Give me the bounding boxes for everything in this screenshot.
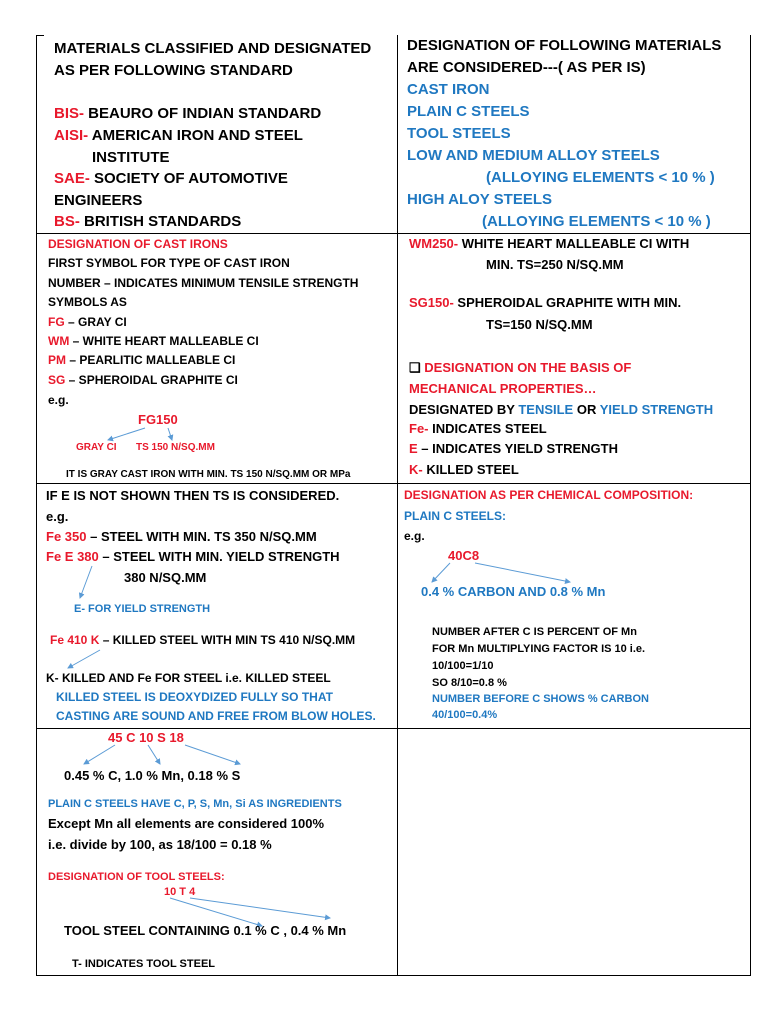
- material-plain-c-steels: PLAIN C STEELS: [407, 103, 530, 120]
- arrow-10t4-mn: [190, 898, 330, 918]
- k-definition: K- KILLED STEEL: [409, 462, 519, 477]
- material-low-medium-alloy-note: (ALLOYING ELEMENTS < 10 % ): [486, 169, 715, 186]
- tool-steel-result: TOOL STEEL CONTAINING 0.1 % C , 0.4 % Mn: [64, 923, 347, 938]
- except-mn-line-2: i.e. divide by 100, as 18/100 = 0.18 %: [48, 837, 272, 852]
- e-not-shown-note: IF E IS NOT SHOWN THEN TS IS CONSIDERED.: [46, 488, 340, 503]
- tool-steel-note: T- INDICATES TOOL STEEL: [72, 958, 216, 970]
- chem-note-3: 10/100=1/10: [432, 660, 494, 672]
- material-cast-iron: CAST IRON: [407, 81, 490, 98]
- grid-top-left-tick: [36, 35, 44, 36]
- fe410k-line: Fe 410 K – KILLED STEEL WITH MIN TS 410 N/SQ.MM: [50, 633, 356, 647]
- steel-eg: e.g.: [46, 509, 69, 524]
- arrow-40c8-mn: [475, 563, 570, 582]
- standard-sae: SAE- SOCIETY OF AUTOMOTIVE: [54, 170, 288, 187]
- grid-center-divider: [397, 35, 398, 975]
- chem-note-2: FOR Mn MULTIPLYING FACTOR IS 10 i.e.: [432, 643, 646, 655]
- fee380-line: Fe E 380 – STEEL WITH MIN. YIELD STRENGTH: [46, 549, 340, 564]
- chem-note-5: NUMBER BEFORE C SHOWS % CARBON: [432, 693, 649, 705]
- arrow-150-ts: [168, 428, 172, 440]
- designated-by-line: DESIGNATED BY TENSILE OR YIELD STRENGTH: [409, 402, 714, 417]
- material-low-medium-alloy: LOW AND MEDIUM ALLOY STEELS: [407, 147, 660, 164]
- cast-iron-heading: DESIGNATION OF CAST IRONS: [48, 237, 228, 251]
- fe350-line: Fe 350 – STEEL WITH MIN. TS 350 N/SQ.MM: [46, 529, 317, 544]
- e-yield-note: E- FOR YIELD STRENGTH: [74, 603, 211, 615]
- standards-title-line-2: AS PER FOLLOWING STANDARD: [54, 62, 293, 79]
- cast-iron-rule-3: SYMBOLS AS: [48, 295, 127, 309]
- grid-bottom-border: [36, 975, 751, 976]
- standard-aisi-line-2: INSTITUTE: [92, 149, 170, 166]
- grid-left-border: [36, 35, 37, 975]
- standard-bis: BIS- BEAURO OF INDIAN STANDARD: [54, 105, 322, 122]
- arrow-k-killed: [68, 650, 100, 668]
- arrow-45-carbon: [84, 745, 115, 764]
- killed-explanation-1: KILLED STEEL IS DEOXYDIZED FULLY SO THAT: [56, 690, 333, 704]
- e-definition: E – INDICATES YIELD STRENGTH: [409, 441, 618, 456]
- cast-iron-rule-1: FIRST SYMBOL FOR TYPE OF CAST IRON: [48, 256, 290, 270]
- cast-iron-eg: e.g.: [48, 393, 69, 407]
- sg150-line: SG150- SPHEROIDAL GRAPHITE WITH MIN.: [409, 295, 682, 310]
- wm250-line-2: MIN. TS=250 N/SQ.MM: [486, 257, 624, 272]
- plain-c-ingredients: PLAIN C STEELS HAVE C, P, S, Mn, Si AS INGREDIENTS: [48, 798, 342, 810]
- tool-steels-heading: DESIGNATION OF TOOL STEELS:: [48, 871, 225, 883]
- plain-c-steels-sub: PLAIN C STEELS:: [404, 509, 507, 523]
- arrow-10-mn: [148, 745, 160, 764]
- example-40c8: 40C8: [448, 548, 480, 563]
- wm250-line: WM250- WHITE HEART MALLEABLE CI WITH: [409, 236, 690, 251]
- except-mn-line-1: Except Mn all elements are considered 100%: [48, 816, 325, 831]
- standard-bs: BS- BRITISH STANDARDS: [54, 213, 242, 230]
- killed-explanation-2: CASTING ARE SOUND AND FREE FROM BLOW HOLES.: [56, 709, 376, 723]
- arrow-fg-gray: [108, 428, 145, 440]
- material-high-alloy: HIGH ALOY STEELS: [407, 191, 553, 208]
- arrow-18-sulfur: [185, 745, 240, 764]
- chem-note-6: 40/100=0.4%: [432, 709, 498, 721]
- cast-iron-rule-2: NUMBER – INDICATES MINIMUM TENSILE STRENGTH: [48, 276, 359, 290]
- result-45c10s18: 0.45 % C, 1.0 % Mn, 0.18 % S: [64, 768, 241, 783]
- chem-eg: e.g.: [404, 529, 425, 543]
- checkbox-icon: ❑: [409, 360, 421, 375]
- mech-props-heading-2: MECHANICAL PROPERTIES…: [409, 381, 597, 396]
- arrow-e-yield: [80, 566, 92, 598]
- arrow-40c8-carbon: [432, 563, 450, 582]
- symbol-sg: SG – SPHEROIDAL GRAPHITE CI: [48, 373, 238, 387]
- example-45c10s18: 45 C 10 S 18: [108, 730, 184, 745]
- material-tool-steels: TOOL STEELS: [407, 125, 511, 142]
- example-gray-ci: GRAY CI: [76, 442, 117, 453]
- grid-row-line-1: [36, 233, 751, 234]
- cast-iron-note: IT IS GRAY CAST IRON WITH MIN. TS 150 N/SQ.MM OR MPa: [66, 469, 351, 480]
- grid-right-border: [750, 35, 751, 975]
- materials-title-line-1: DESIGNATION OF FOLLOWING MATERIALS: [407, 37, 722, 54]
- example-ts-150: TS 150 N/SQ.MM: [136, 442, 215, 453]
- sg150-line-2: TS=150 N/SQ.MM: [486, 317, 593, 332]
- standards-title-line-1: MATERIALS CLASSIFIED AND DESIGNATED: [54, 40, 372, 57]
- standard-sae-line-2: ENGINEERS: [54, 192, 143, 209]
- killed-note: K- KILLED AND Fe FOR STEEL i.e. KILLED STEEL: [46, 671, 331, 685]
- material-high-alloy-note: (ALLOYING ELEMENTS < 10 % ): [482, 213, 711, 230]
- example-10t4: 10 T 4: [164, 886, 196, 898]
- arrow-10t4-carbon: [170, 898, 262, 926]
- grid-row-line-2: [36, 483, 751, 484]
- symbol-fg: FG – GRAY CI: [48, 315, 127, 329]
- chem-note-4: SO 8/10=0.8 %: [432, 677, 507, 689]
- result-40c8: 0.4 % CARBON AND 0.8 % Mn: [421, 584, 606, 599]
- fee380-line-2: 380 N/SQ.MM: [124, 570, 207, 585]
- chem-note-1: NUMBER AFTER C IS PERCENT OF Mn: [432, 626, 637, 638]
- mech-props-heading: ❑ DESIGNATION ON THE BASIS OF: [409, 360, 632, 375]
- standard-aisi: AISI- AMERICAN IRON AND STEEL: [54, 127, 303, 144]
- example-fg150: FG150: [138, 412, 178, 427]
- fe-definition: Fe- INDICATES STEEL: [409, 421, 547, 436]
- symbol-wm: WM – WHITE HEART MALLEABLE CI: [48, 334, 259, 348]
- materials-title-line-2: ARE CONSIDERED---( AS PER IS): [407, 59, 646, 76]
- chem-comp-heading: DESIGNATION AS PER CHEMICAL COMPOSITION:: [404, 488, 694, 502]
- symbol-pm: PM – PEARLITIC MALLEABLE CI: [48, 353, 236, 367]
- grid-row-line-3: [36, 728, 751, 729]
